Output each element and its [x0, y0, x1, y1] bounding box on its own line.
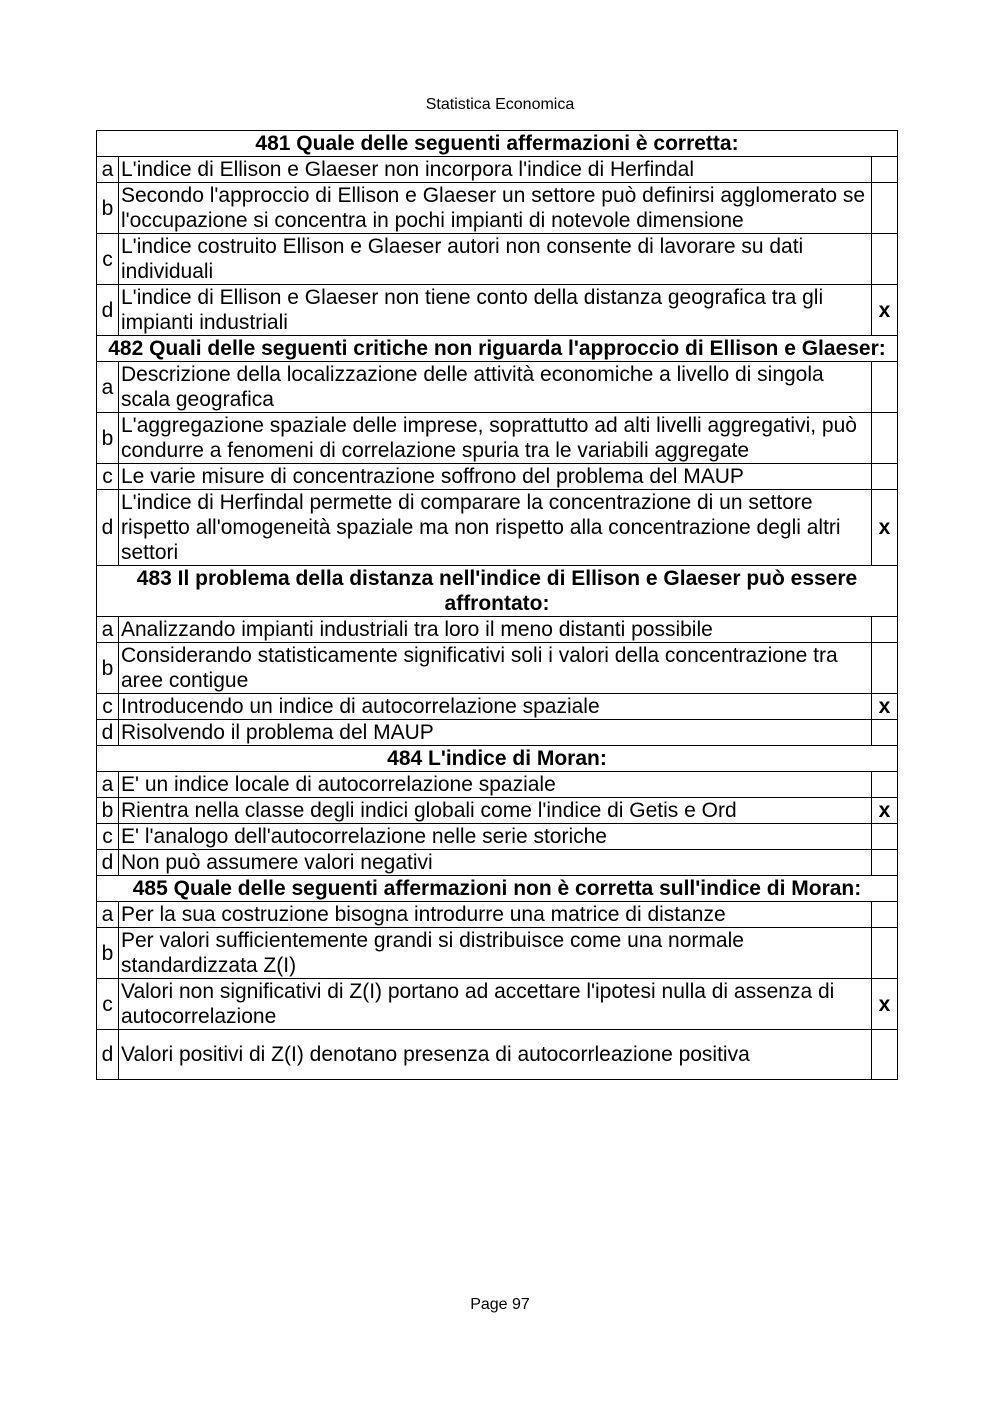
option-row: [97, 464, 898, 490]
option-letter: b: [97, 183, 119, 234]
option-letter: d: [97, 490, 119, 566]
option-text: Per valori sufficientemente grandi si distribuisce come una normale standardizzata Z(I): [119, 928, 872, 979]
option-text: L'indice di Ellison e Glaeser non tiene conto della distanza geografica tra gli impianti industriali: [119, 285, 872, 336]
option-row: [97, 850, 898, 876]
option-letter: d: [97, 1030, 119, 1080]
option-row: [97, 183, 898, 234]
option-text: E' un indice locale di autocorrelazione spaziale: [119, 772, 872, 798]
option-row: [97, 413, 898, 464]
answer-mark: [872, 157, 898, 183]
option-row: [97, 772, 898, 798]
option-row: [97, 798, 898, 824]
option-row: [97, 643, 898, 694]
answer-mark: [872, 1030, 898, 1080]
option-text: Valori positivi di Z(I) denotano presenza di autocorrleazione positiva: [119, 1030, 872, 1080]
option-letter: c: [97, 824, 119, 850]
answer-mark: [872, 413, 898, 464]
option-letter: b: [97, 643, 119, 694]
page-header: Statistica Economica: [425, 96, 575, 113]
page-number: Page 97: [470, 1296, 530, 1313]
question-row: [97, 876, 898, 902]
option-text: Valori non significativi di Z(I) portano ad accettare l'ipotesi nulla di assenza di autocorrelazione: [119, 979, 872, 1030]
answer-mark: [872, 824, 898, 850]
question-title: 482 Quali delle seguenti critiche non riguarda l'approccio di Ellison e Glaeser:: [97, 336, 898, 362]
option-letter: a: [97, 362, 119, 413]
question-title: 485 Quale delle seguenti affermazioni non è corretta sull'indice di Moran:: [97, 876, 898, 902]
option-letter: c: [97, 234, 119, 285]
option-text: L'indice di Herfindal permette di comparare la concentrazione di un settore rispetto all'omogeneità spaziale ma non rispetto alla concentrazione degli altri settori: [119, 490, 872, 566]
option-letter: a: [97, 902, 119, 928]
option-letter: a: [97, 617, 119, 643]
question-title: 481 Quale delle seguenti affermazioni è corretta:: [97, 131, 898, 157]
question-row: [97, 131, 898, 157]
option-letter: d: [97, 720, 119, 746]
answer-mark: [872, 720, 898, 746]
option-letter: b: [97, 798, 119, 824]
answer-mark: [872, 643, 898, 694]
option-row: [97, 617, 898, 643]
answer-mark: [872, 772, 898, 798]
option-text: Analizzando impianti industriali tra loro il meno distanti possibile: [119, 617, 872, 643]
option-letter: b: [97, 413, 119, 464]
option-text: E' l'analogo dell'autocorrelazione nelle serie storiche: [119, 824, 872, 850]
question-title: 483 Il problema della distanza nell'indice di Ellison e Glaeser può essere affrontato:: [97, 566, 898, 617]
answer-mark: x: [872, 694, 898, 720]
option-letter: c: [97, 464, 119, 490]
question-row: [97, 336, 898, 362]
option-row: [97, 720, 898, 746]
option-text: Non può assumere valori negativi: [119, 850, 872, 876]
option-row: [97, 824, 898, 850]
option-row: [97, 902, 898, 928]
question-row: [97, 566, 898, 617]
question-row: [97, 746, 898, 772]
answer-mark: [872, 902, 898, 928]
option-text: Le varie misure di concentrazione soffrono del problema del MAUP: [119, 464, 872, 490]
option-text: Per la sua costruzione bisogna introdurre una matrice di distanze: [119, 902, 872, 928]
option-row: [97, 234, 898, 285]
option-letter: c: [97, 694, 119, 720]
option-letter: c: [97, 979, 119, 1030]
question-title: 484 L'indice di Moran:: [97, 746, 898, 772]
answer-mark: [872, 850, 898, 876]
option-text: Rientra nella classe degli indici globali come l'indice di Getis e Ord: [119, 798, 872, 824]
option-row: [97, 979, 898, 1030]
option-text: Secondo l'approccio di Ellison e Glaeser un settore può definirsi agglomerato se l'occupazione si concentra in pochi impianti di notevole dimensione: [119, 183, 872, 234]
answer-mark: [872, 928, 898, 979]
quiz-body: [97, 131, 898, 1080]
answer-mark: x: [872, 798, 898, 824]
option-text: L'aggregazione spaziale delle imprese, soprattutto ad alti livelli aggregativi, può condurre a fenomeni di correlazione spuria tra le variabili aggregate: [119, 413, 872, 464]
option-text: L'indice di Ellison e Glaeser non incorpora l'indice di Herfindal: [119, 157, 872, 183]
option-row: [97, 157, 898, 183]
option-row: [97, 928, 898, 979]
option-letter: b: [97, 928, 119, 979]
answer-mark: [872, 234, 898, 285]
option-row: [97, 362, 898, 413]
option-letter: a: [97, 772, 119, 798]
answer-mark: [872, 183, 898, 234]
option-letter: d: [97, 850, 119, 876]
option-row: [97, 490, 898, 566]
answer-mark: x: [872, 979, 898, 1030]
answer-mark: [872, 464, 898, 490]
option-row: [97, 694, 898, 720]
option-text: Descrizione della localizzazione delle attività economiche a livello di singola scala geografica: [119, 362, 872, 413]
quiz-table: [96, 130, 898, 1080]
option-letter: d: [97, 285, 119, 336]
answer-mark: x: [872, 285, 898, 336]
answer-mark: [872, 617, 898, 643]
option-row: [97, 285, 898, 336]
option-row: [97, 1030, 898, 1080]
answer-mark: x: [872, 490, 898, 566]
answer-mark: [872, 362, 898, 413]
option-text: Considerando statisticamente significativi soli i valori della concentrazione tra aree contigue: [119, 643, 872, 694]
option-letter: a: [97, 157, 119, 183]
option-text: Introducendo un indice di autocorrelazione spaziale: [119, 694, 872, 720]
option-text: L'indice costruito Ellison e Glaeser autori non consente di lavorare su dati individuali: [119, 234, 872, 285]
option-text: Risolvendo il problema del MAUP: [119, 720, 872, 746]
